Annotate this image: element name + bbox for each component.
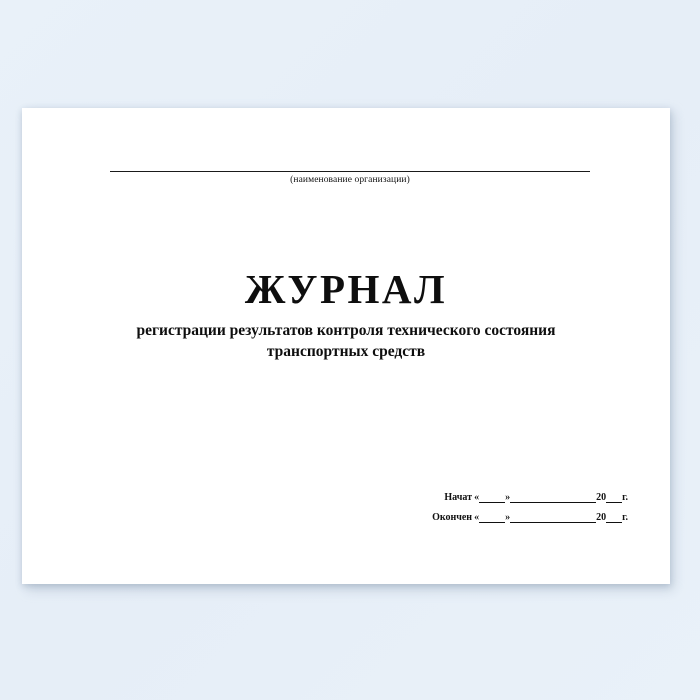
subtitle — [62, 321, 630, 363]
finished-month-blank — [510, 513, 596, 523]
started-day-blank — [479, 493, 505, 503]
finished-year-blank — [606, 513, 622, 523]
title-block — [62, 268, 630, 363]
started-date-row — [432, 492, 628, 503]
finished-quote-open: « — [474, 512, 480, 523]
started-year-suffix: г. — [622, 492, 628, 503]
started-quote-close: » — [505, 492, 511, 503]
subtitle-line-1: регистрации результатов контроля технического состояния — [136, 322, 556, 340]
finished-label: Окончен — [432, 512, 473, 523]
organization-field — [110, 170, 590, 185]
organization-caption: (наименование организации) — [290, 175, 410, 185]
started-year-prefix: 20 — [596, 492, 607, 503]
started-label: Начат — [444, 492, 473, 503]
dates-block — [432, 492, 628, 532]
started-year-blank — [606, 493, 622, 503]
journal-cover — [22, 108, 670, 584]
started-quote-open: « — [474, 492, 480, 503]
subtitle-line-2: транспортных средств — [266, 342, 426, 360]
finished-day-blank — [479, 513, 505, 523]
organization-write-line — [110, 170, 590, 172]
started-month-blank — [510, 493, 596, 503]
page-title: ЖУРНАЛ — [244, 266, 448, 312]
finished-year-prefix: 20 — [596, 512, 607, 523]
finished-date-row — [432, 512, 628, 523]
finished-quote-close: » — [505, 512, 511, 523]
finished-year-suffix: г. — [622, 512, 628, 523]
